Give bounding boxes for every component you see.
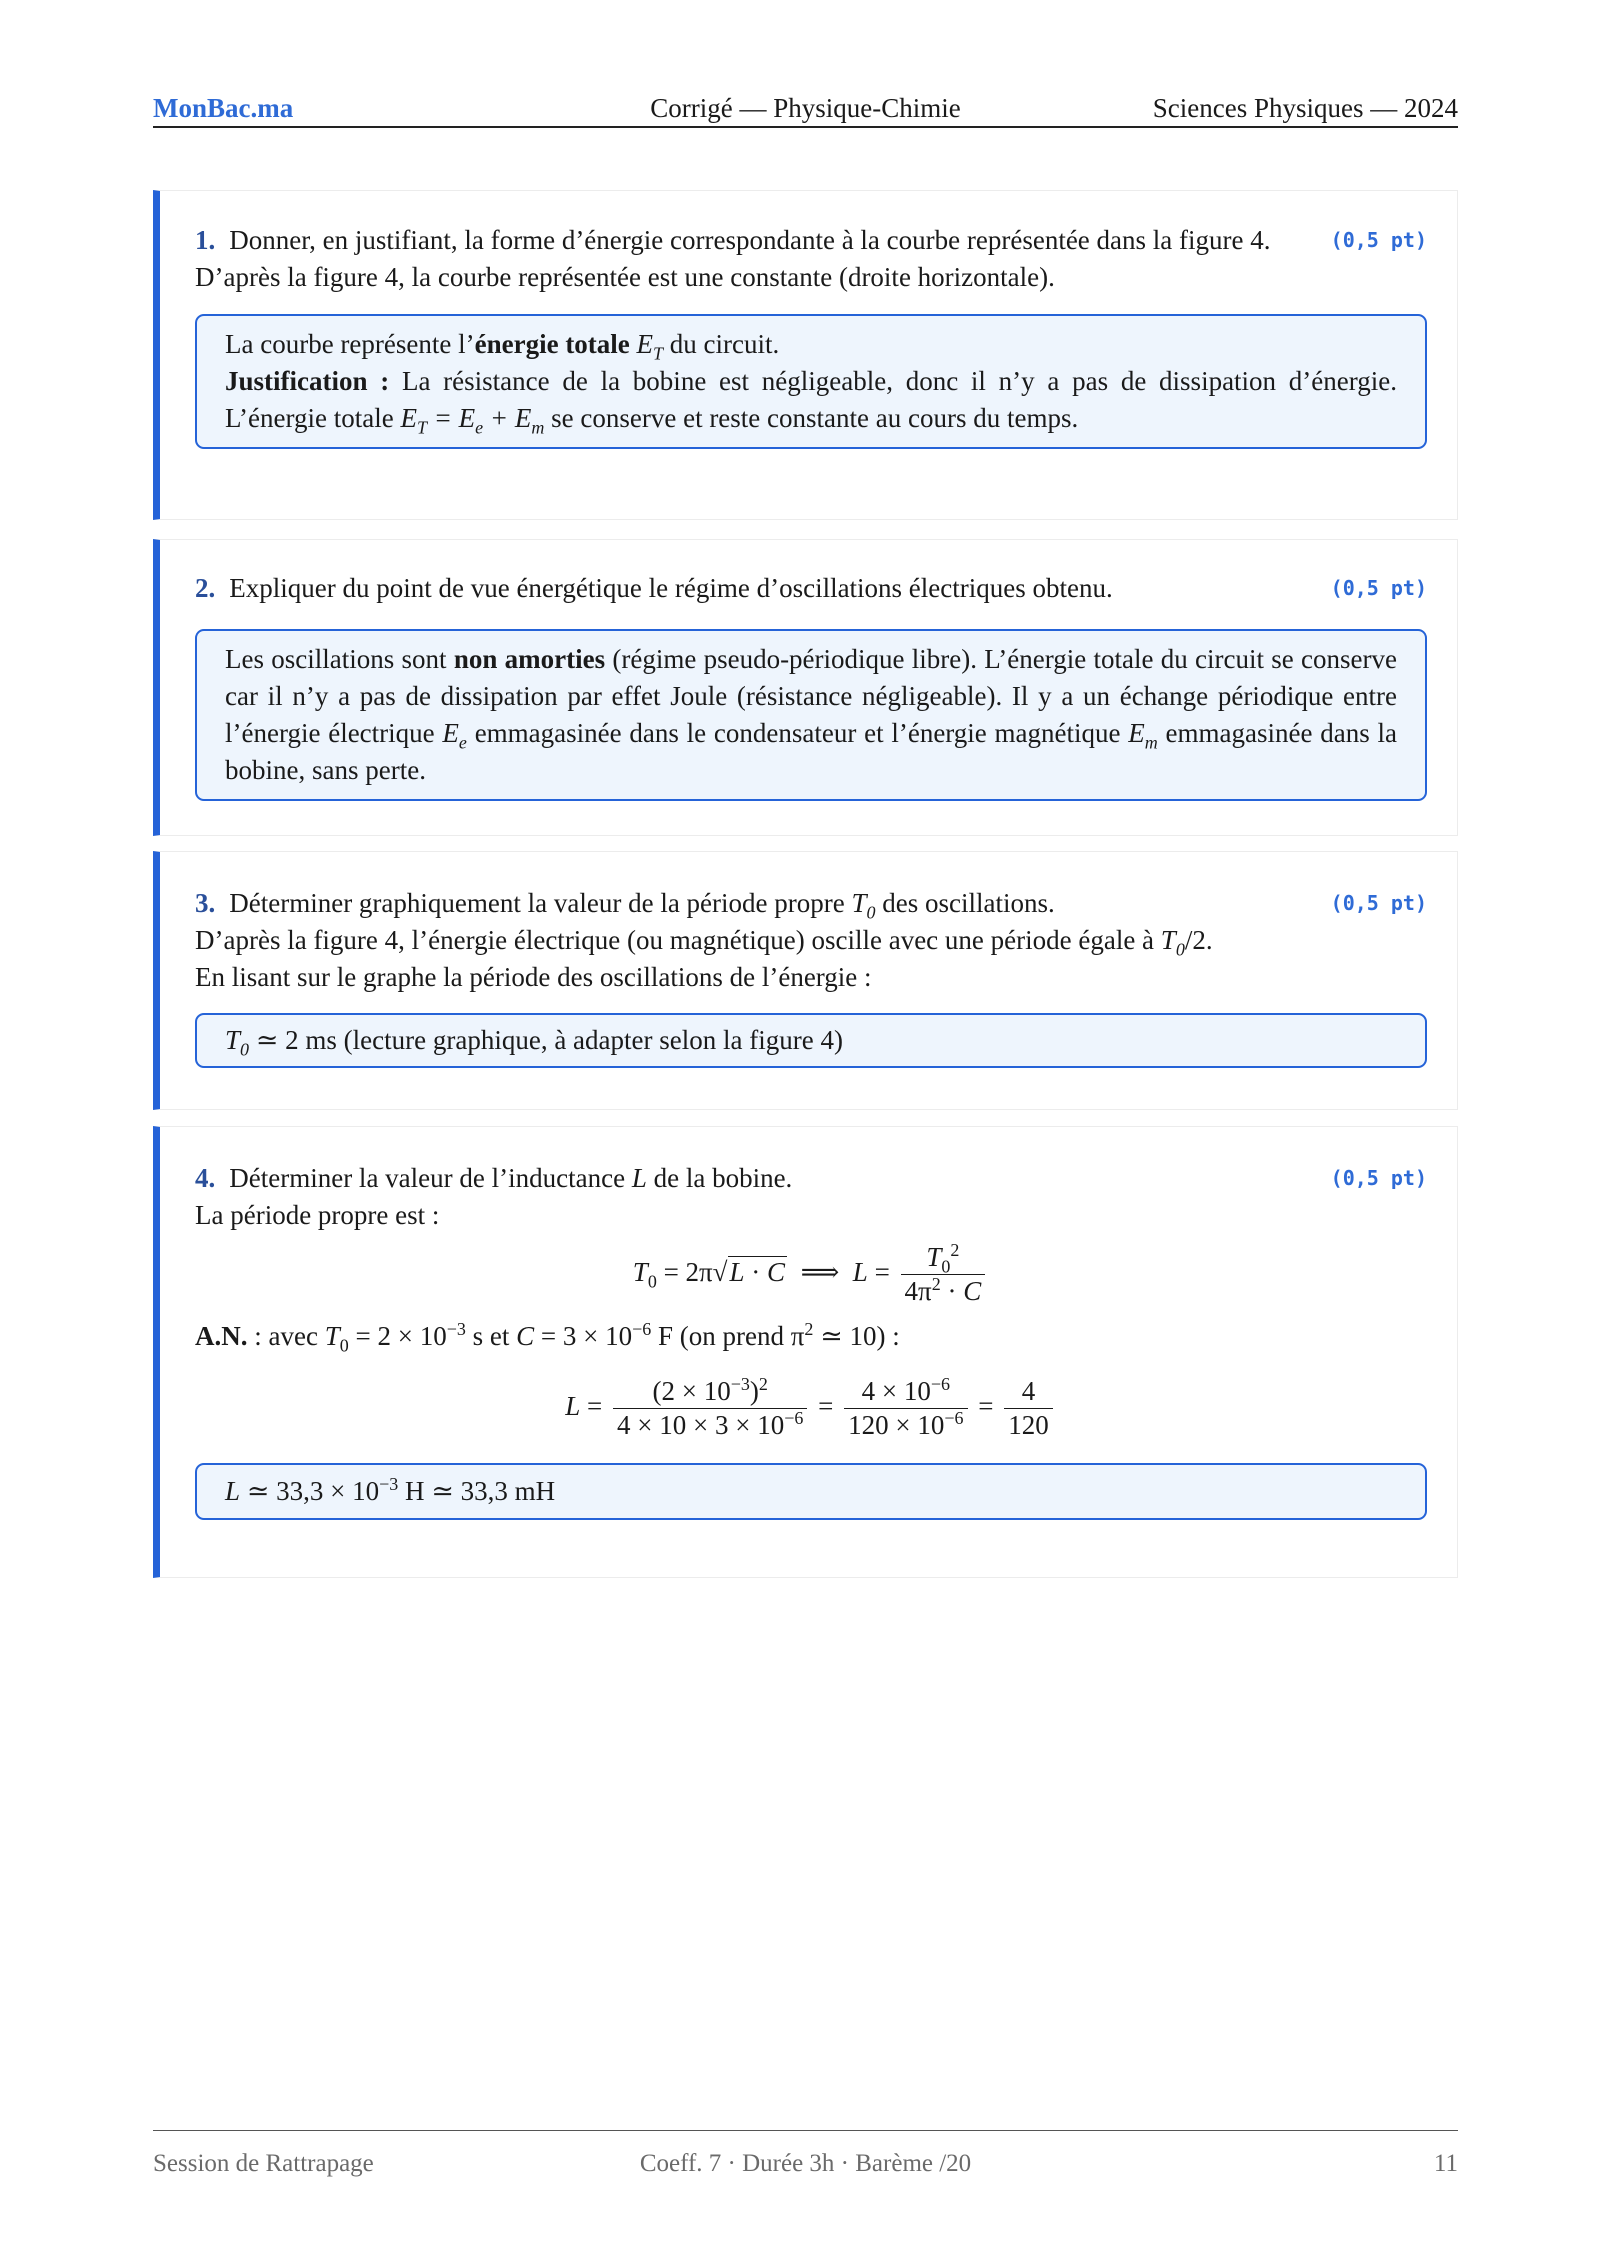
points-badge: (0,5 pt) [1330,1166,1427,1190]
math-T0-value: $T_0$ [225,1025,250,1060]
answer-text: Les oscillations sont [225,644,454,674]
fraction-L: $\frac{T_0^2}{4\pi^2 \cdot C}$ [901,1241,986,1308]
question-2-text [195,570,1427,607]
answer-box: L ≃ $33,3 \times 10^{-3}$ H ≃ 33,3 mH [195,1463,1427,1520]
points-badge: (0,5 pt) [1330,576,1427,600]
question-statement-end: de la bobine. [646,1163,793,1193]
equation-period: $T_0 = 2\pi√L \cdot C$ ⟹ L = $\frac{T_0^2}{4\pi^2 \cdot C}$ [195,1236,1427,1308]
math-L: L [631,1163,647,1193]
page-footer [153,2130,1458,2181]
question-statement-end: des oscillations. [875,888,1055,918]
page-header [153,86,1458,128]
justification-end: se conserve et reste constante au cours du temps. [544,403,1079,433]
question-4-text [195,1160,1427,1197]
answer-text: La courbe représente l’ [225,329,475,359]
question-statement: Expliquer du point de vue énergétique le régime d’oscillations électriques obtenu. [229,573,1113,603]
intro-line-1: D’après la figure 4, l’énergie électrique (ou magnétique) oscille avec une période égale à $T_0/2$. [195,925,1213,960]
answer-text-2: (régime pseudo-périodique libre). L’énergie totale du circuit se conserve car il n’y a pas de dissipation par effet Joule (résistance négligeable). Il y a un échange périodique entre l’énergie électrique [225,644,1397,748]
justification-label: Justification : [225,366,390,396]
math-Ee: $E_e$ [442,718,467,753]
question-card-3 [153,851,1458,1110]
header-subject: Corrigé — Physique-Chimie [650,93,961,123]
question-number: 4. [195,1163,216,1193]
question-card-4 [153,1126,1458,1578]
answer-box [195,629,1427,801]
math-ET: $E_T$ [636,329,664,364]
answer-text-4: emmagasinée dans la bobine, sans perte. [225,718,1397,785]
question-card-1 [153,190,1458,520]
question-statement: Déterminer graphiquement la valeur de la période propre [229,888,852,918]
points-badge: (0,5 pt) [1330,891,1427,915]
header-series: Sciences Physiques — 2024 [1152,93,1458,123]
answer-text: (lecture graphique, à adapter selon la figure 4) [336,1025,843,1055]
fraction-3: $\frac{4}{120}$ [1004,1375,1053,1442]
intro-text: La période propre est : [195,1200,440,1230]
question-number: 2. [195,573,216,603]
math-energy-sum: $E_T = E_e + E_m$ [400,403,545,438]
question-1-text [195,222,1427,259]
intro-text: D’après la figure 4, la courbe représentée est une constante (droite horizontale). [195,262,1055,292]
exam-info: Coeff. 7 · Durée 3h · Barème /20 [639,2150,972,2177]
session-label: Session de Rattrapage [153,2150,374,2177]
math-Em: $E_m$ [1128,718,1158,753]
numeric-application: A.N. : avec $T_0 = 2 \times 10^{-3}$ s et $C = 3 \times 10^{-6}$ F (on prend $\pi^2$ ≃ 10) : [195,1319,900,1356]
question-statement: Donner, en justifiant, la forme d’énergie correspondante à la courbe représentée dans la figure 4. [229,225,1271,255]
answer-box [195,314,1427,449]
question-3-text [195,885,1427,922]
answer-text-end: du circuit. [663,329,780,359]
fraction-2: $\frac{4 \times 10^{-6}}{120 \times 10^{-6}}$ [844,1375,967,1442]
site-name[interactable]: MonBac.ma [153,93,294,123]
fraction-1: $\frac{(2 \times 10^{-3})^2}{4 \times 10 \times 3 \times 10^{-6}}$ [613,1375,807,1442]
question-number: 1. [195,225,216,255]
answer-keyword: énergie totale [474,329,630,359]
justification-text: La résistance de la bobine est négligeable, donc il n’y a pas de dissipation d’énergie. L’énergie totale [225,366,1397,433]
points-badge: (0,5 pt) [1330,228,1427,252]
page-number: 11 [1433,2150,1458,2177]
intro-line-2: En lisant sur le graphe la période des oscillations de l’énergie : [195,962,872,992]
question-number: 3. [195,888,216,918]
an-label: A.N. [195,1321,248,1351]
question-card-2 [153,539,1458,836]
question-statement: Déterminer la valeur de l’inductance [229,1163,632,1193]
answer-box: $T_0$ ≃ 2 ms (lecture graphique, à adapter selon la figure 4) [195,1013,1427,1068]
equation-computation: L = $\frac{(2 \times 10^{-3})^2}{4 \times 10 \times 3 \times 10^{-6}}$ = $\frac{4 \times 10^{-6}}{120 \times 10^{-6}}$ = $\frac{4}{120}$ [195,1367,1427,1445]
math-T0: $T_0$ [851,888,876,923]
answer-keyword: non amorties [453,644,606,674]
answer-text-3: emmagasinée dans le condensateur et l’énergie magnétique [466,718,1129,748]
